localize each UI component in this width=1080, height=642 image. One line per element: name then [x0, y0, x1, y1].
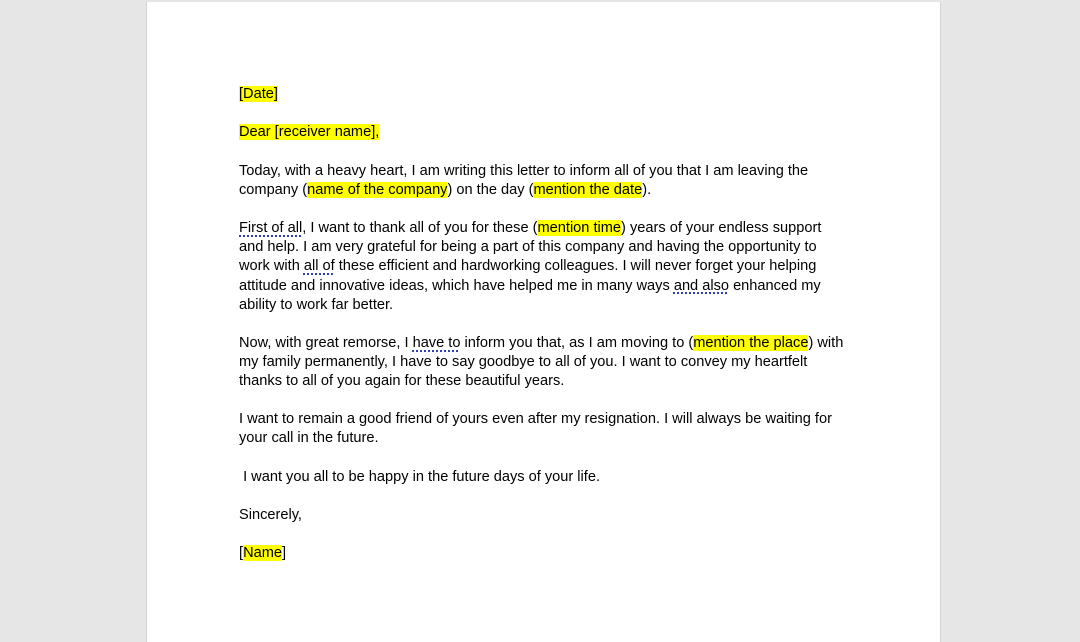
text-run[interactable]: ). [642, 182, 652, 199]
text-run[interactable]: enhanced my ability to work far better. [239, 277, 825, 313]
date-line[interactable] [239, 85, 278, 104]
text-run[interactable]: , I want to thank all of you for these ( [302, 220, 538, 236]
text-run[interactable]: ) with my family permanently, I have to say goodbye to all of you. I want to convey my heartfelt thanks to all of you again for these beautiful years. [239, 335, 848, 390]
grammar-flag-and-also[interactable]: and also [673, 277, 730, 294]
paragraph-thanks[interactable] [239, 219, 849, 315]
text-run[interactable]: Today, with a heavy heart, I am writing this letter to inform all of you that I am leaving the company ( [239, 163, 813, 199]
grammar-flag-have-to[interactable]: have to [412, 335, 461, 351]
text-run[interactable]: ) years of your endless support and help. I am very grateful for being a part of this company and having the opportunity to work with [239, 220, 826, 275]
grammar-flag-all-of[interactable]: all of [303, 258, 335, 275]
text-run[interactable]: ) on the day ( [447, 182, 534, 199]
paragraph-leaving-announcement[interactable] [239, 162, 849, 200]
signature-line[interactable] [239, 544, 286, 563]
place-mention-placeholder[interactable]: mention the place [693, 335, 809, 351]
date-placeholder[interactable]: [Date] [239, 86, 278, 102]
paragraph-friendship[interactable]: I want to remain a good friend of yours even after my resignation. I will always be waiting for your call in the future. [239, 411, 837, 447]
salutation-line[interactable] [239, 123, 379, 142]
signature-name-placeholder[interactable]: Name [243, 545, 282, 561]
salutation-placeholder[interactable]: Dear [receiver name], [239, 124, 380, 140]
closing-line[interactable]: Sincerely, [239, 507, 302, 523]
grammar-flag-first-of-all[interactable]: First of all [239, 220, 303, 236]
text-run[interactable]: inform you that, as I am moving to ( [460, 335, 694, 351]
paragraph-moving[interactable] [239, 334, 849, 392]
signature-bracket-close[interactable]: ] [282, 545, 287, 561]
paragraph-wishes[interactable]: I want you all to be happy in the future days of your life. [239, 469, 601, 485]
time-mention-placeholder[interactable]: mention time [537, 220, 622, 236]
signature-bracket-open[interactable]: [ [239, 545, 244, 561]
company-name-placeholder[interactable]: name of the company [307, 182, 448, 199]
document-page[interactable] [146, 2, 941, 642]
text-run[interactable]: these efficient and hardworking colleagues. I will never forget your helping attitude and innovative ideas, which have helped me in many ways [239, 258, 821, 294]
date-mention-placeholder[interactable]: mention the date [533, 182, 643, 199]
text-run[interactable]: Now, with great remorse, I [239, 335, 413, 351]
